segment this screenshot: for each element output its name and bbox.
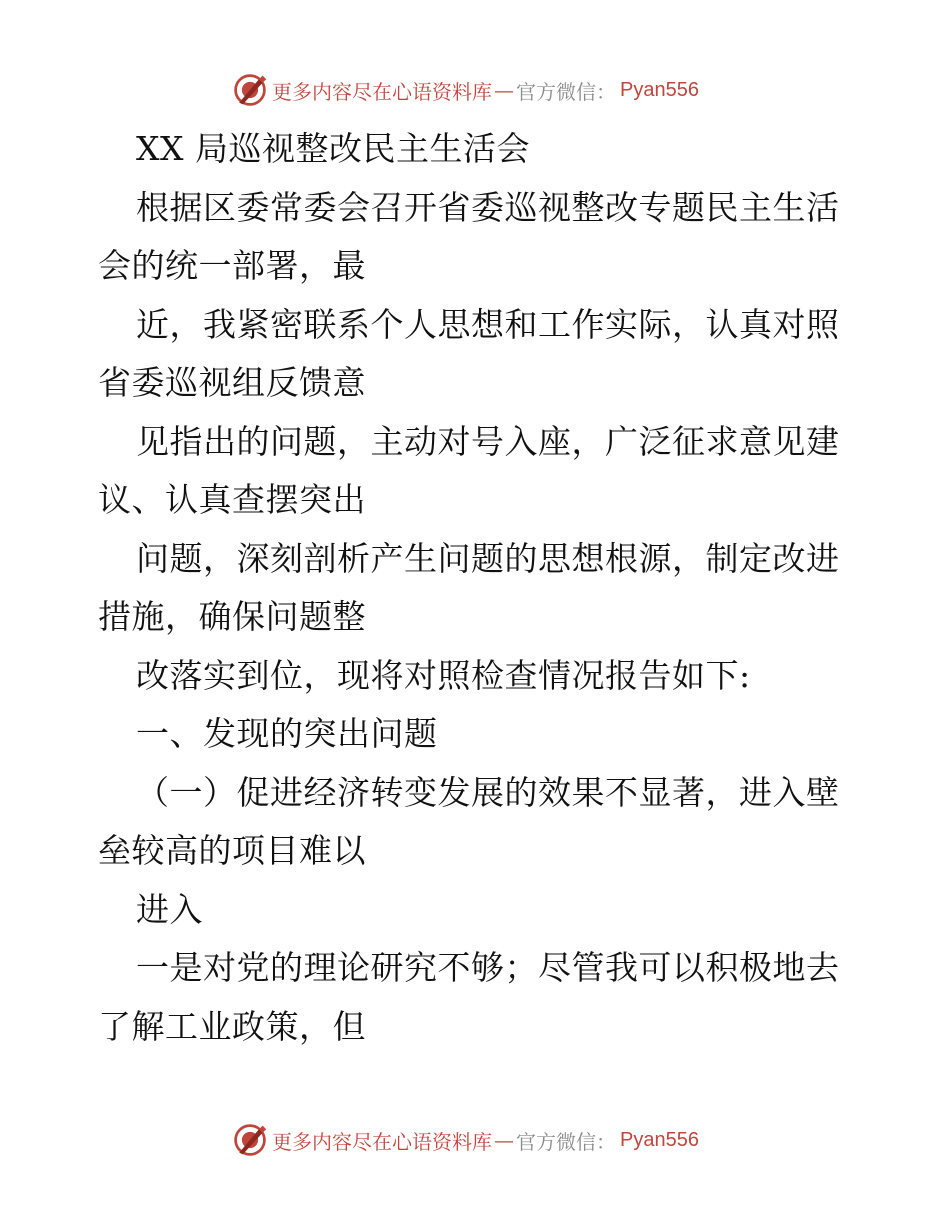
banner-separator: — [494, 78, 514, 102]
paragraph-line: 见指出的问题，主动对号入座，广泛征求意见建 [136, 421, 840, 461]
paragraph-line: 一是对党的理论研究不够；尽管我可以积极地去 [136, 948, 840, 987]
paragraph-line: 省委巡视组反馈意 [98, 363, 366, 402]
paragraph-line: 问题，深刻剖析产生问题的思想根源，制定改进 [136, 538, 840, 578]
paragraph-line: 改落实到位，现将对照检查情况报告如下: [136, 655, 751, 695]
subsection-heading: （一）促进经济转变发展的效果不显著，进入壁 [136, 772, 840, 812]
paragraph-line: 议、认真查摆突出 [98, 480, 366, 519]
pen-seal-logo-icon [232, 1122, 268, 1158]
paragraph-line: 进入 [136, 889, 203, 929]
paragraph-line: 近，我紧密联系个人思想和工作实际，认真对照 [136, 304, 840, 344]
paragraph-line: 垒较高的项目难以 [98, 831, 366, 870]
document-title: XX 局巡视整改民主生活会 [136, 129, 530, 168]
paragraph-line: 了解工业政策，但 [98, 1006, 366, 1046]
paragraph-line: 会的统一部署，最 [98, 246, 366, 285]
paragraph-line: 措施，确保问题整 [98, 597, 366, 636]
banner-wechat-label: 官方微信： [516, 79, 616, 104]
banner-wechat-id: Pyan556 [620, 1128, 699, 1151]
pen-seal-logo-icon [232, 72, 268, 108]
footer-banner [232, 1120, 699, 1160]
header-banner [232, 70, 699, 110]
paragraph-line: 根据区委常委会召开省委巡视整改专题民主生活 [136, 187, 840, 227]
banner-wechat-id: Pyan556 [620, 78, 699, 101]
banner-wechat-label: 官方微信： [516, 1129, 616, 1154]
document-body [98, 120, 858, 1056]
banner-slogan: 更多内容尽在心语资料库 [272, 79, 492, 104]
banner-slogan: 更多内容尽在心语资料库 [272, 1129, 492, 1154]
section-heading: 一、发现的突出问题 [136, 714, 438, 753]
banner-separator: — [494, 1128, 514, 1152]
